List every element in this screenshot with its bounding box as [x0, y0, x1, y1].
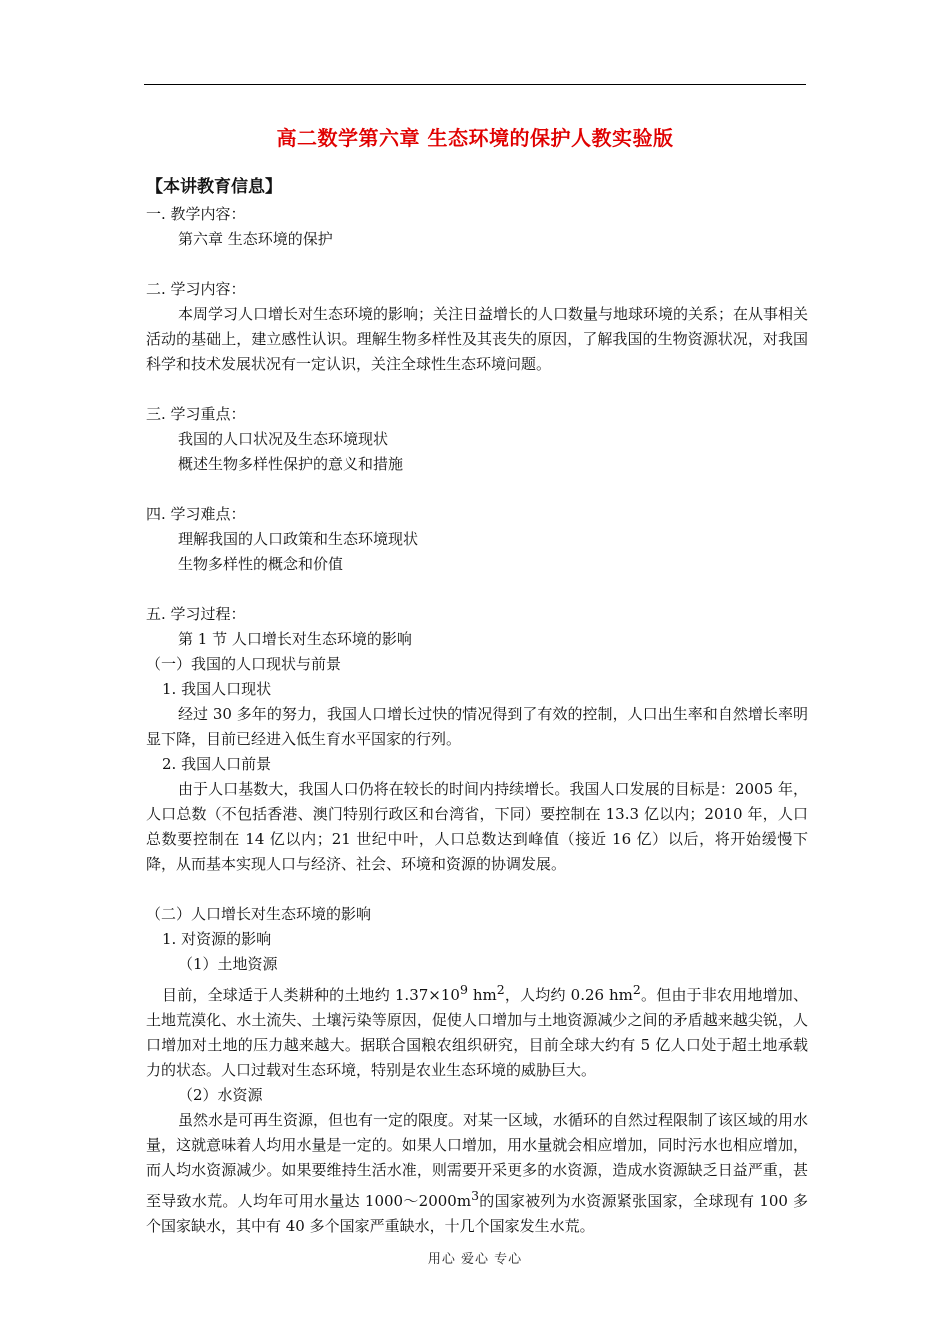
point-title: 1. 我国人口现状 — [162, 680, 272, 698]
land-resource-paragraph: 目前，全球适于人类耕种的土地约 $1.37\times 10^9$ $hm^2$，人均约 0.26 $hm^2$。但由于非农用地增加、土地荒漠化、水土流失、土壤污染等原因，促使人口增加与土地资源减少之间的矛盾越来越尖锐，人口增加对土地的压力越来越大。据联合国粮农组织研究，目前全球大约有 5 亿人口处于超土地承载力的状态。人口过载对生态环境，特别是农业生态环境的威胁巨大。 — [146, 982, 809, 1079]
section-heading: 【本讲教育信息】 — [146, 177, 282, 197]
subsection-title: （二）人口增长对生态环境的影响 — [146, 905, 372, 923]
study-content-label: 二. 学习内容： — [146, 280, 246, 298]
land-resource-title: （1）土地资源 — [178, 955, 278, 973]
point-title: 1. 对资源的影响 — [162, 930, 272, 948]
point-title: 2. 我国人口前景 — [162, 755, 272, 773]
teaching-content-label: 一. 教学内容： — [146, 205, 246, 223]
document-body — [146, 172, 808, 1239]
page-footer: 用心 爱心 专心 — [427, 1252, 523, 1267]
study-content-paragraph: 本周学习人口增长对生态环境的影响；关注日益增长的人口数量与地球环境的关系；在从事相关活动的基础上，建立感性认识。理解生物多样性及其丧失的原因，了解我国的生物资源状况，对我国科学和技术发展状况有一定认识，关注全球性生态环境问题。 — [146, 305, 809, 373]
teaching-content-line: 第六章 生态环境的保护 — [178, 230, 333, 248]
header-rule — [144, 84, 806, 85]
difficulties-label: 四. 学习难点： — [146, 505, 246, 523]
section-title: 第 1 节 人口增长对生态环境的影响 — [178, 630, 412, 648]
key-point-item: 概述生物多样性保护的意义和措施 — [178, 455, 404, 473]
difficulty-item: 生物多样性的概念和价值 — [178, 555, 344, 573]
water-resource-paragraph: 虽然水是可再生资源，但也有一定的限度。对某一区域，水循环的自然过程限制了该区域的用水量，这就意味着人均用水量是一定的。如果人口增加，用水量就会相应增加，同时污水也相应增加，而人均水资源减少。如果要维持生活水准，则需要开采更多的水资源，造成水资源缺乏日益严重，甚至导致水荒。人均年可用水量达 $1000\sim 2000m^3$的国家被列为水资源紧张国家，全球现有 100 多个国家缺水，其中有 40 多个国家严重缺水，十几个国家发生水荒。 — [146, 1111, 809, 1235]
subsection-title: （一）我国的人口现状与前景 — [146, 655, 342, 673]
key-point-item: 我国的人口状况及生态环境现状 — [178, 430, 389, 448]
population-outlook-paragraph: 由于人口基数大，我国人口仍将在较长的时间内持续增长。我国人口发展的目标是：2005 年，人口总数（不包括香港、澳门特别行政区和台湾省，下同）要控制在 13.3 亿以内；2010 年，人口总数要控制在 14 亿以内；21 世纪中叶，人口总数达到峰值（接近 16 亿）以后，将开始缓慢下降，从而基本实现人口与经济、社会、环境和资源的协调发展。 — [146, 780, 808, 873]
key-points-label: 三. 学习重点： — [146, 405, 246, 423]
water-resource-title: （2）水资源 — [178, 1086, 263, 1104]
difficulty-item: 理解我国的人口政策和生态环境现状 — [178, 530, 419, 548]
document-title: 高二数学第六章 生态环境的保护人教实验版 — [276, 126, 674, 150]
process-label: 五. 学习过程： — [146, 605, 246, 623]
population-status-paragraph: 经过 30 多年的努力，我国人口增长过快的情况得到了有效的控制，人口出生率和自然增长率明显下降，目前已经进入低生育水平国家的行列。 — [146, 705, 808, 748]
